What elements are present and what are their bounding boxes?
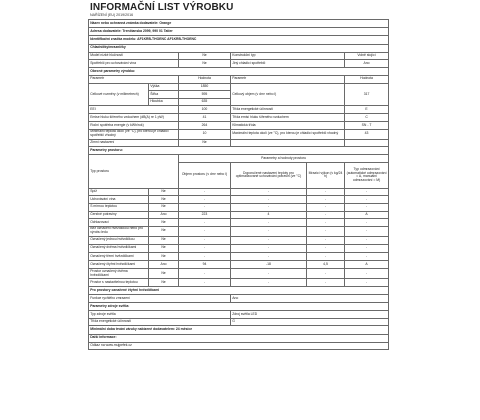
dims-row: Celkové rozměry (v milimetrech) Výška 1850 Celkový objem (v dm³ nebo l) 317 — [89, 83, 389, 91]
light-row: Typ zdroje světla Zdroj světla LED — [89, 311, 389, 319]
compartment-row: Uchovávání vína Ne - - - - — [89, 196, 389, 204]
compartment-type-header: Typ prostoru — [89, 155, 179, 189]
volume-label: Celkový objem (v dm³ nebo l) — [231, 83, 345, 106]
params-row: Minimální teplota okolí (ve °C), pro kterou je chladicí spotřebič vhodný 10 Maximální teplota okolí (ve °C), pro kterou je chladicí spotřebič vhodný 43 — [89, 129, 389, 139]
compartment-row: Ochlazovací Ne - - - - — [89, 219, 389, 227]
info-link[interactable]: Odkaz na www.mujpefek.cz — [89, 342, 389, 350]
compartment-row: Bez označení hvězdičkou nebo pro výrobu ledu Ne - - - - — [89, 226, 389, 236]
compartment-col-headers: Objem prostoru (v dm³ nebo l) Doporučené nastavení teploty pro optimalizované uchovávání potravin (ve °C) Mrazicí výkon (v kg/24 h) Typ odmrazování (automatické odmrazování = A, manuální odmrazování = M) — [89, 162, 389, 188]
compartment-row: Označený třemi hvězdičkami Ne - - - - — [89, 252, 389, 260]
section-general-params: Obecné parametry výrobku: — [89, 67, 389, 75]
section-compartments: Parametry prostoru: — [89, 147, 389, 155]
compartment-row: Označený jednou hvězdičkou Ne - - - - — [89, 236, 389, 244]
warranty-text: Minimální doba trvání záruky nabízené dodavatelem: 24 měsíce — [89, 326, 389, 334]
section-light-source: Parametry zdroje světla: — [89, 303, 389, 311]
page-title: INFORMAČNÍ LIST VÝROBKU — [90, 2, 234, 13]
section-four-star: Pro prostory označené čtyřmi hvězdičkami — [89, 287, 389, 295]
model-identifier: Identifikační značka modelu: AF1KRB-THOENC AF1KRB-THOENC — [89, 36, 389, 44]
info-table — [88, 19, 389, 350]
compartment-group-header: Typ prostoru Parametry a hodnoty prostoru — [89, 155, 389, 163]
four-star-row: Funkce rychlého zmrazení Ano — [89, 295, 389, 303]
params-row: EEI 100 Třída energetické účinnosti E — [89, 106, 389, 114]
general-row: Model nízké hlučnosti Ne Konstrukční typ Volně stojící — [89, 52, 389, 60]
params-header-row: Parametr Hodnota Parametr Hodnota — [89, 76, 389, 84]
compartment-row: Spíž Ne - - - - — [89, 188, 389, 196]
compartment-row: Prostor s nastavitelnou teplotou Ne - - - - — [89, 279, 389, 287]
light-row: Třída energetické účinnosti G — [89, 318, 389, 326]
regulation-subtitle: NAŘÍZENÍ (EU) 2019/2016 — [90, 13, 134, 17]
supplier-address: Adresa dodavatele: Trenčianska 2099, 990 01 Tatier — [89, 28, 389, 36]
params-row: Zimní nastavení Ne — [89, 139, 389, 147]
compartment-row: Označený dvěma hvězdičkami Ne - - - - — [89, 244, 389, 252]
compartment-row: Označený čtyřmi hvězdičkami Ano 94 -18 4,5 A — [89, 261, 389, 269]
dims-row: Hloubka 635 — [89, 98, 389, 106]
supplier-trademark: Název nebo ochranná známka dodavatele: Orange — [89, 20, 389, 28]
section-additional-info: Další informace: — [89, 334, 389, 342]
dims-row: Šířka 595 — [89, 91, 389, 99]
dims-label: Celkové rozměry (v milimetrech) — [89, 83, 149, 106]
params-row: Emise hluku šířeného vzduchem (dB(A) re 1 pW) 41 Třída emisí hluku šířeného vzduchem C — [89, 113, 389, 121]
product-info-sheet — [88, 2, 388, 350]
compartment-row: Prostor označený dvěma hvězdičkami Ne - - - - — [89, 269, 389, 279]
volume-value: 317 — [345, 83, 389, 106]
compartment-row: S mírnou teplotou Ne - - - - — [89, 204, 389, 212]
general-row: Spotřebič pro uchovávání vína Ne Jiný chladicí spotřebič Ano — [89, 60, 389, 68]
section-general: Chladničky/mrazničky — [89, 44, 389, 52]
compartment-row: Čerstvé potraviny Ano 223 4 - A — [89, 211, 389, 219]
params-row: Roční spotřeba energie (v kWh/rok) 264 Klimatická třída: SN - T — [89, 122, 389, 130]
